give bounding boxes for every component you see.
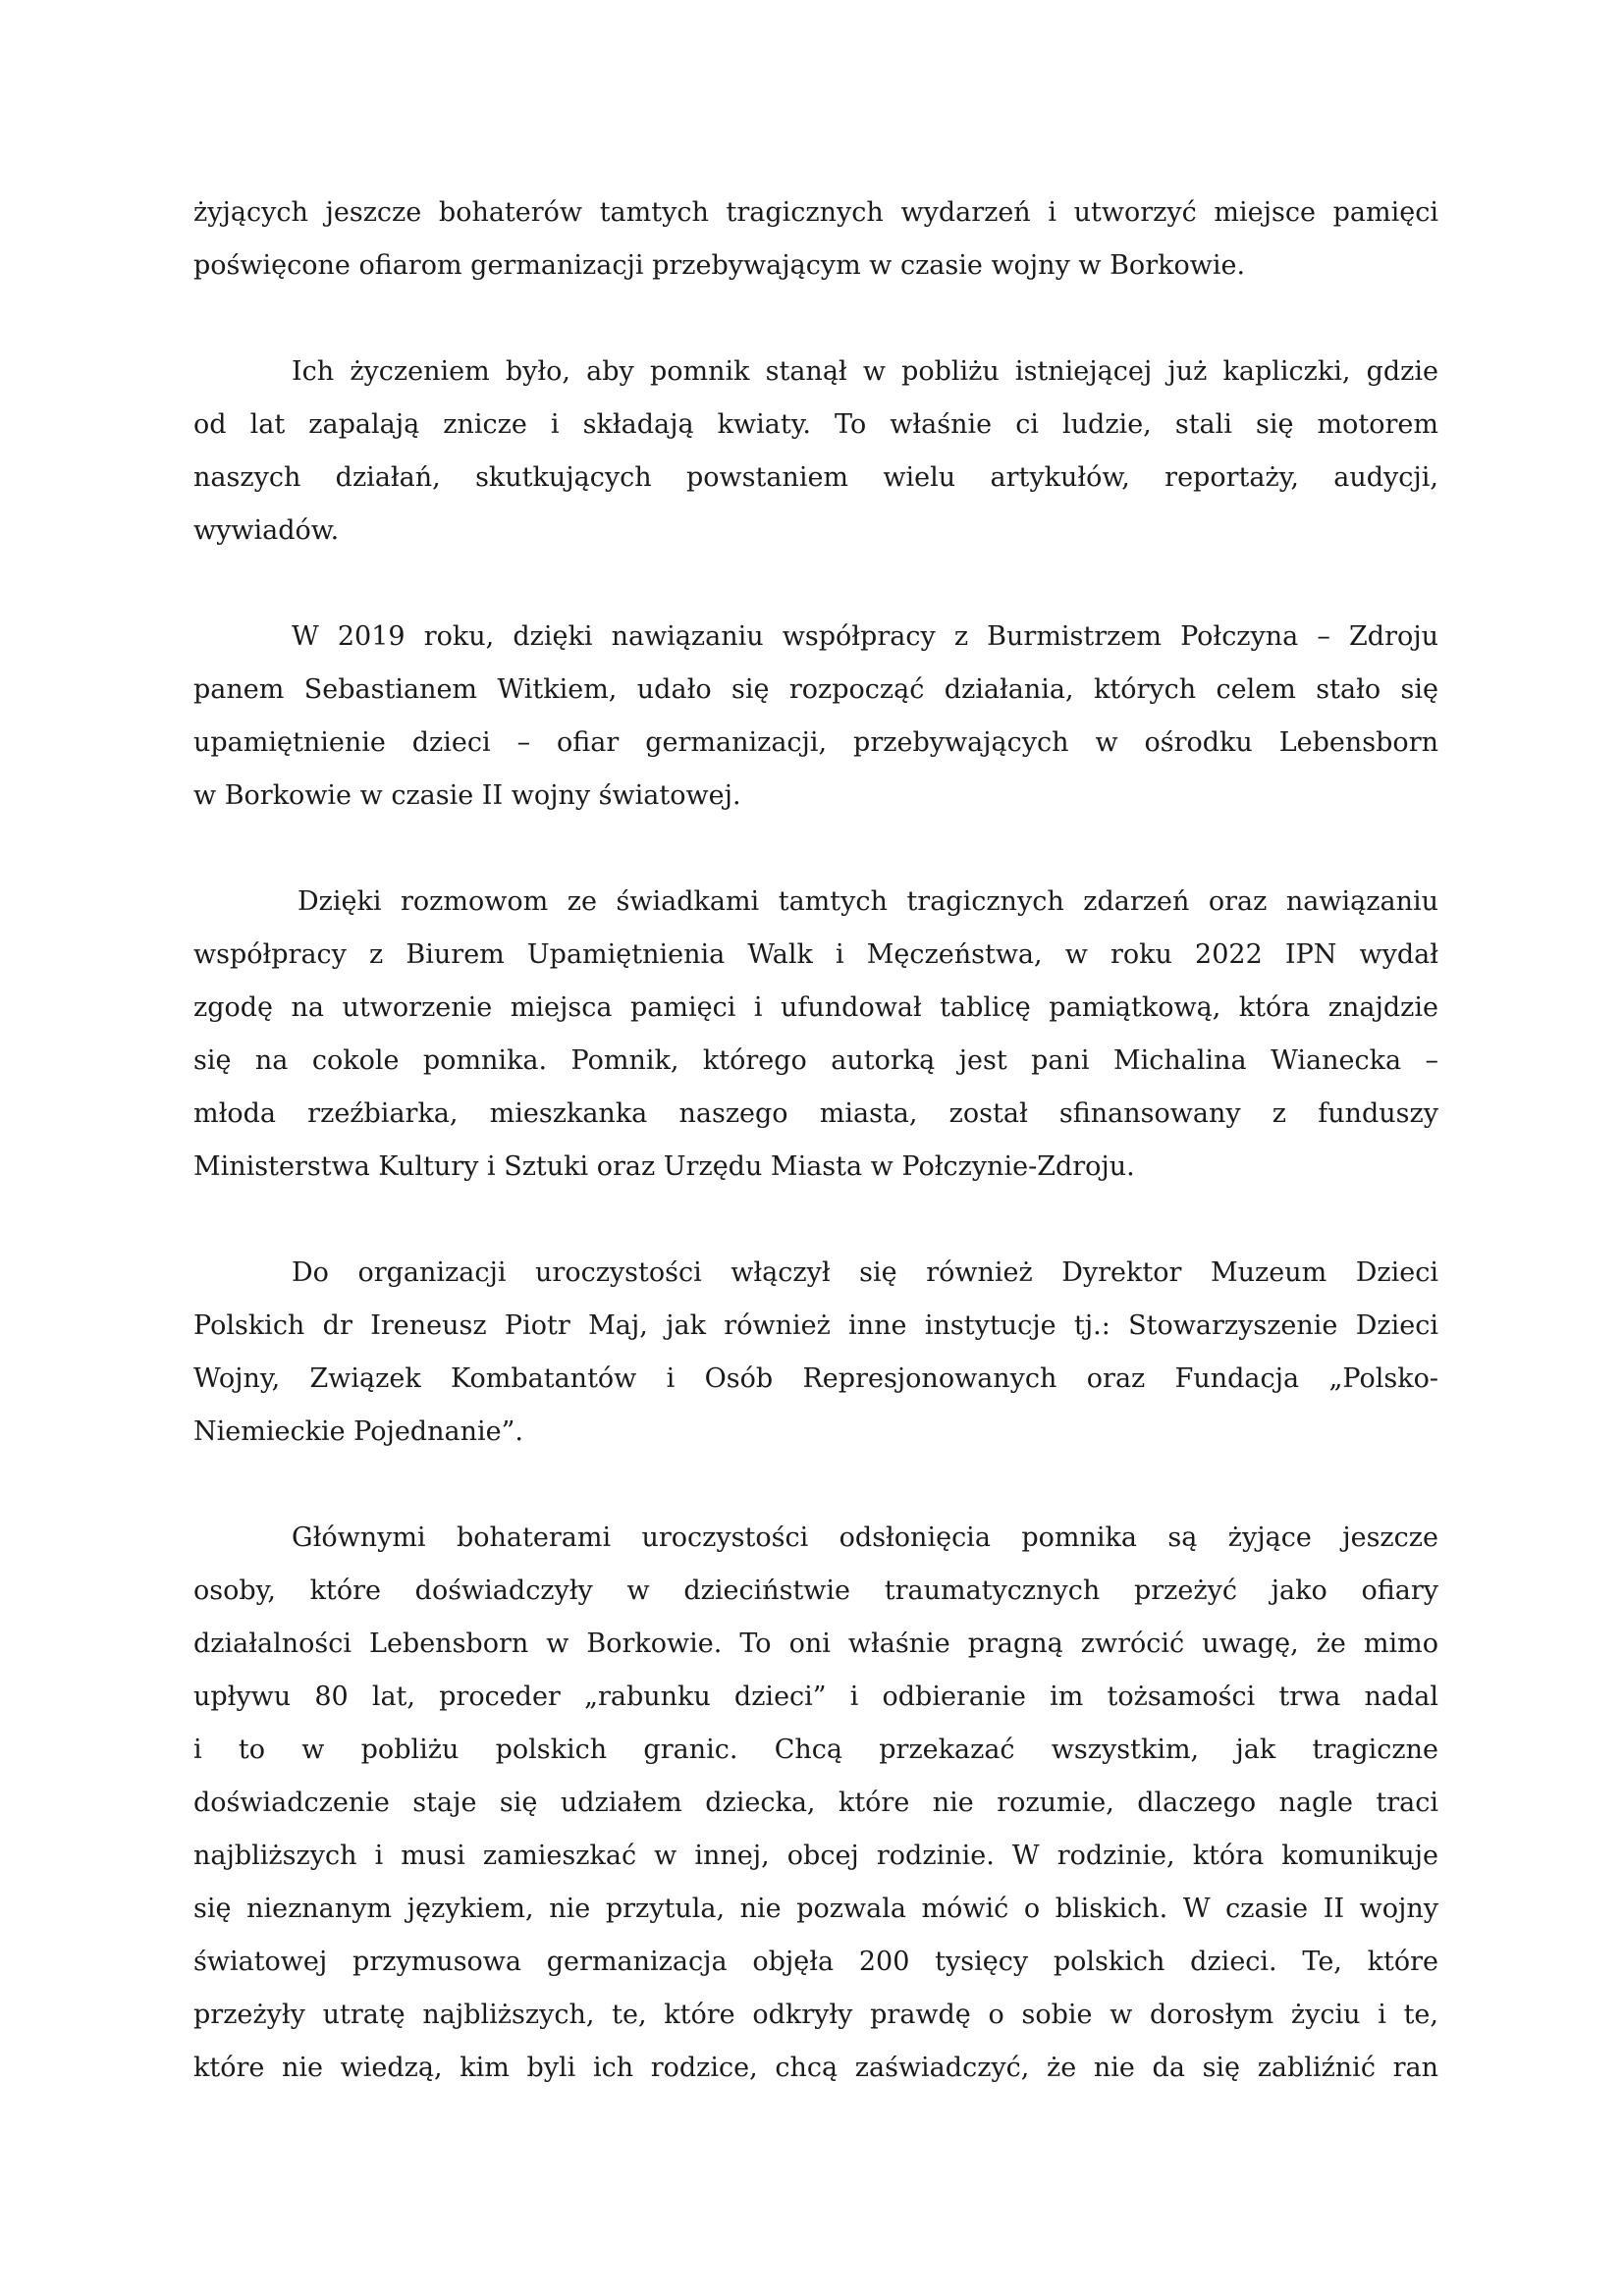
text-line: zgodę na utworzenie miejsca pamięci i ufundował tablicę pamiątkową, która znajdzie: [193, 992, 1438, 1023]
text-line: Głównymi bohaterami uroczystości odsłonięcia pomnika są żyjące jeszcze: [292, 1522, 1438, 1553]
text-line: się nieznanym językiem, nie przytula, nie pozwala mówić o bliskich. W czasie II wojny: [193, 1894, 1438, 1924]
text-line: upamiętnienie dzieci – ofiar germanizacji, przebywających w ośrodku Lebensborn: [193, 727, 1438, 758]
text-line: Niemieckie Pojednanie”.: [193, 1416, 523, 1447]
text-line: młoda rzeźbiarka, mieszkanka naszego miasta, został sfinansowany z funduszy: [193, 1098, 1438, 1129]
text-line: współpracy z Biurem Upamiętnienia Walk i Męczeństwa, w roku 2022 IPN wydał: [193, 939, 1438, 970]
text-line: doświadczenie staje się udziałem dziecka, które nie rozumie, dlaczego nagle traci: [193, 1788, 1438, 1818]
text-line: się na cokole pomnika. Pomnik, którego autorką jest pani Michalina Wianecka –: [193, 1045, 1438, 1076]
paragraph-ipn-monument: [193, 876, 1438, 1194]
text-line: Do organizacji uroczystości włączył się również Dyrektor Muzeum Dzieci: [292, 1257, 1438, 1288]
text-line: upływu 80 lat, proceder „rabunku dzieci” i odbieranie im tożsamości trwa nadal: [193, 1682, 1438, 1712]
text-line: przeżyły utratę najbliższych, te, które odkryły prawdę o sobie w dorosłym życiu i te,: [193, 2000, 1438, 2030]
paragraph-2019-cooperation: [193, 611, 1438, 823]
text-line: wywiadów.: [193, 515, 340, 546]
text-line: działalności Lebensborn w Borkowie. To oni właśnie pragną zwrócić uwagę, że mimo: [193, 1629, 1438, 1659]
paragraph-main-heroes: [193, 1512, 1438, 2095]
text-line: od lat zapalają znicze i składają kwiaty. To właśnie ci ludzie, stali się motorem: [193, 409, 1438, 440]
text-line: Ich życzeniem było, aby pomnik stanął w pobliżu istniejącej już kapliczki, gdzie: [292, 356, 1438, 387]
text-line: Polskich dr Ireneusz Piotr Maj, jak również inne instytucje tj.: Stowarzyszenie Dzieci: [193, 1310, 1438, 1341]
text-line: osoby, które doświadczyły w dzieciństwie traumatycznych przeżyć jako ofiary: [193, 1575, 1438, 1606]
text-line: panem Sebastianem Witkiem, udało się rozpocząć działania, których celem stało się: [193, 674, 1438, 705]
text-line: Wojny, Związek Kombatantów i Osób Represjonowanych oraz Fundacja „Polsko-: [193, 1363, 1438, 1394]
paragraph-organizers: [193, 1247, 1438, 1459]
text-line: Dzięki rozmowom ze świadkami tamtych tragicznych zdarzeń oraz nawiązaniu: [298, 886, 1438, 917]
text-line: światowej przymusowa germanizacja objęła 200 tysięcy polskich dzieci. Te, które: [193, 1947, 1438, 1977]
text-line: i to w pobliżu polskich granic. Chcą przekazać wszystkim, jak tragiczne: [193, 1735, 1438, 1765]
paragraph-intro-continuation: [193, 187, 1438, 293]
text-line: w Borkowie w czasie II wojny światowej.: [193, 780, 741, 811]
paragraph-wishes: [193, 346, 1438, 558]
text-line: najbliższych i musi zamieszkać w innej, obcej rodzinie. W rodzinie, która komunikuje: [193, 1841, 1438, 1871]
text-line: naszych działań, skutkujących powstaniem wielu artykułów, reportaży, audycji,: [193, 462, 1438, 493]
text-line: żyjących jeszcze bohaterów tamtych tragicznych wydarzeń i utworzyć miejsce pamięci: [193, 197, 1438, 228]
text-line: które nie wiedzą, kim byli ich rodzice, chcą zaświadczyć, że nie da się zabliźnić ran: [193, 2053, 1438, 2083]
text-line: Ministerstwa Kultury i Sztuki oraz Urzędu Miasta w Połczynie-Zdroju.: [193, 1151, 1135, 1182]
document-page: [193, 187, 1438, 2148]
text-line: poświęcone ofiarom germanizacji przebywającym w czasie wojny w Borkowie.: [193, 250, 1246, 281]
text-line: W 2019 roku, dzięki nawiązaniu współpracy z Burmistrzem Połczyna – Zdroju: [292, 621, 1438, 652]
